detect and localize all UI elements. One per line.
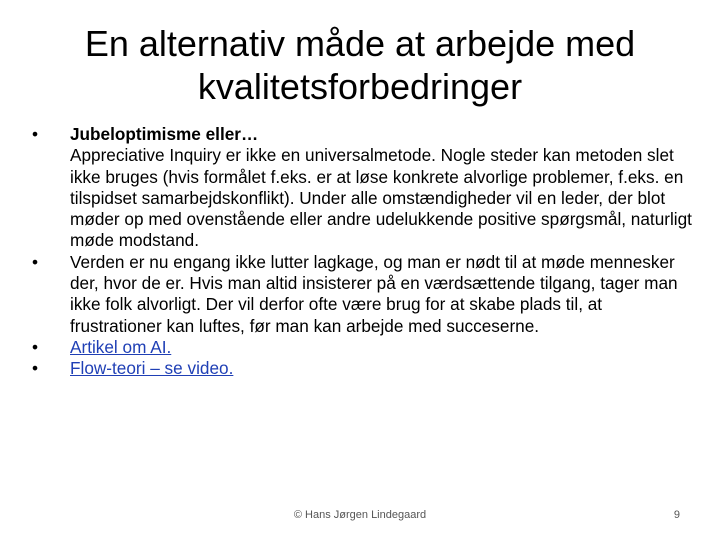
page-number: 9 bbox=[673, 509, 680, 521]
bullet-icon: • bbox=[32, 251, 39, 272]
title-line-1: En alternativ måde at arbejde med bbox=[84, 23, 636, 64]
footer-credit: © Hans Jørgen Lindegaard bbox=[293, 509, 427, 521]
bullet-icon: • bbox=[32, 336, 39, 357]
bullet-item-artikel bbox=[28, 337, 694, 358]
bullet-item-verden bbox=[28, 252, 694, 337]
bullet-icon: • bbox=[32, 124, 39, 144]
title-line-2: kvalitetsforbedringer bbox=[197, 66, 523, 107]
bullet-text: Appreciative Inquiry er ikke en universalmetode. Nogle steder kan metoden slet ikke bruges (hvis formålet f.eks. er at løse konkrete alvorlige problemer, f.eks. en tilspidset samarbejdskonflikt). Under alle omstændigheder vil en leder, der blot møder op med ovenstående eller andre udelukkende positive spørgsmål, naturligt møde modstand. bbox=[70, 145, 692, 251]
bullet-lead: Jubeloptimisme eller… bbox=[70, 124, 259, 144]
bullet-item-jubeloptimisme bbox=[28, 124, 694, 252]
bullet-text: Verden er nu engang ikke lutter lagkage, og man er nødt til at møde mennesker der, hvor de er. Hvis man altid insisterer på en værdsættende tilgang, tager man ikke folk alvorligt. Der vil derfor ofte være brug for at skabe plads til, at frustrationer kan luftes, før man kan arbejde med succeserne. bbox=[70, 251, 678, 336]
bullet-list bbox=[28, 124, 694, 380]
bullet-icon: • bbox=[32, 358, 39, 379]
slide-title bbox=[40, 22, 680, 108]
artikel-om-ai-link[interactable]: Artikel om AI. bbox=[70, 336, 172, 357]
flow-teori-video-link[interactable]: Flow-teori – se video. bbox=[70, 358, 234, 379]
bullet-item-flow bbox=[28, 358, 694, 379]
